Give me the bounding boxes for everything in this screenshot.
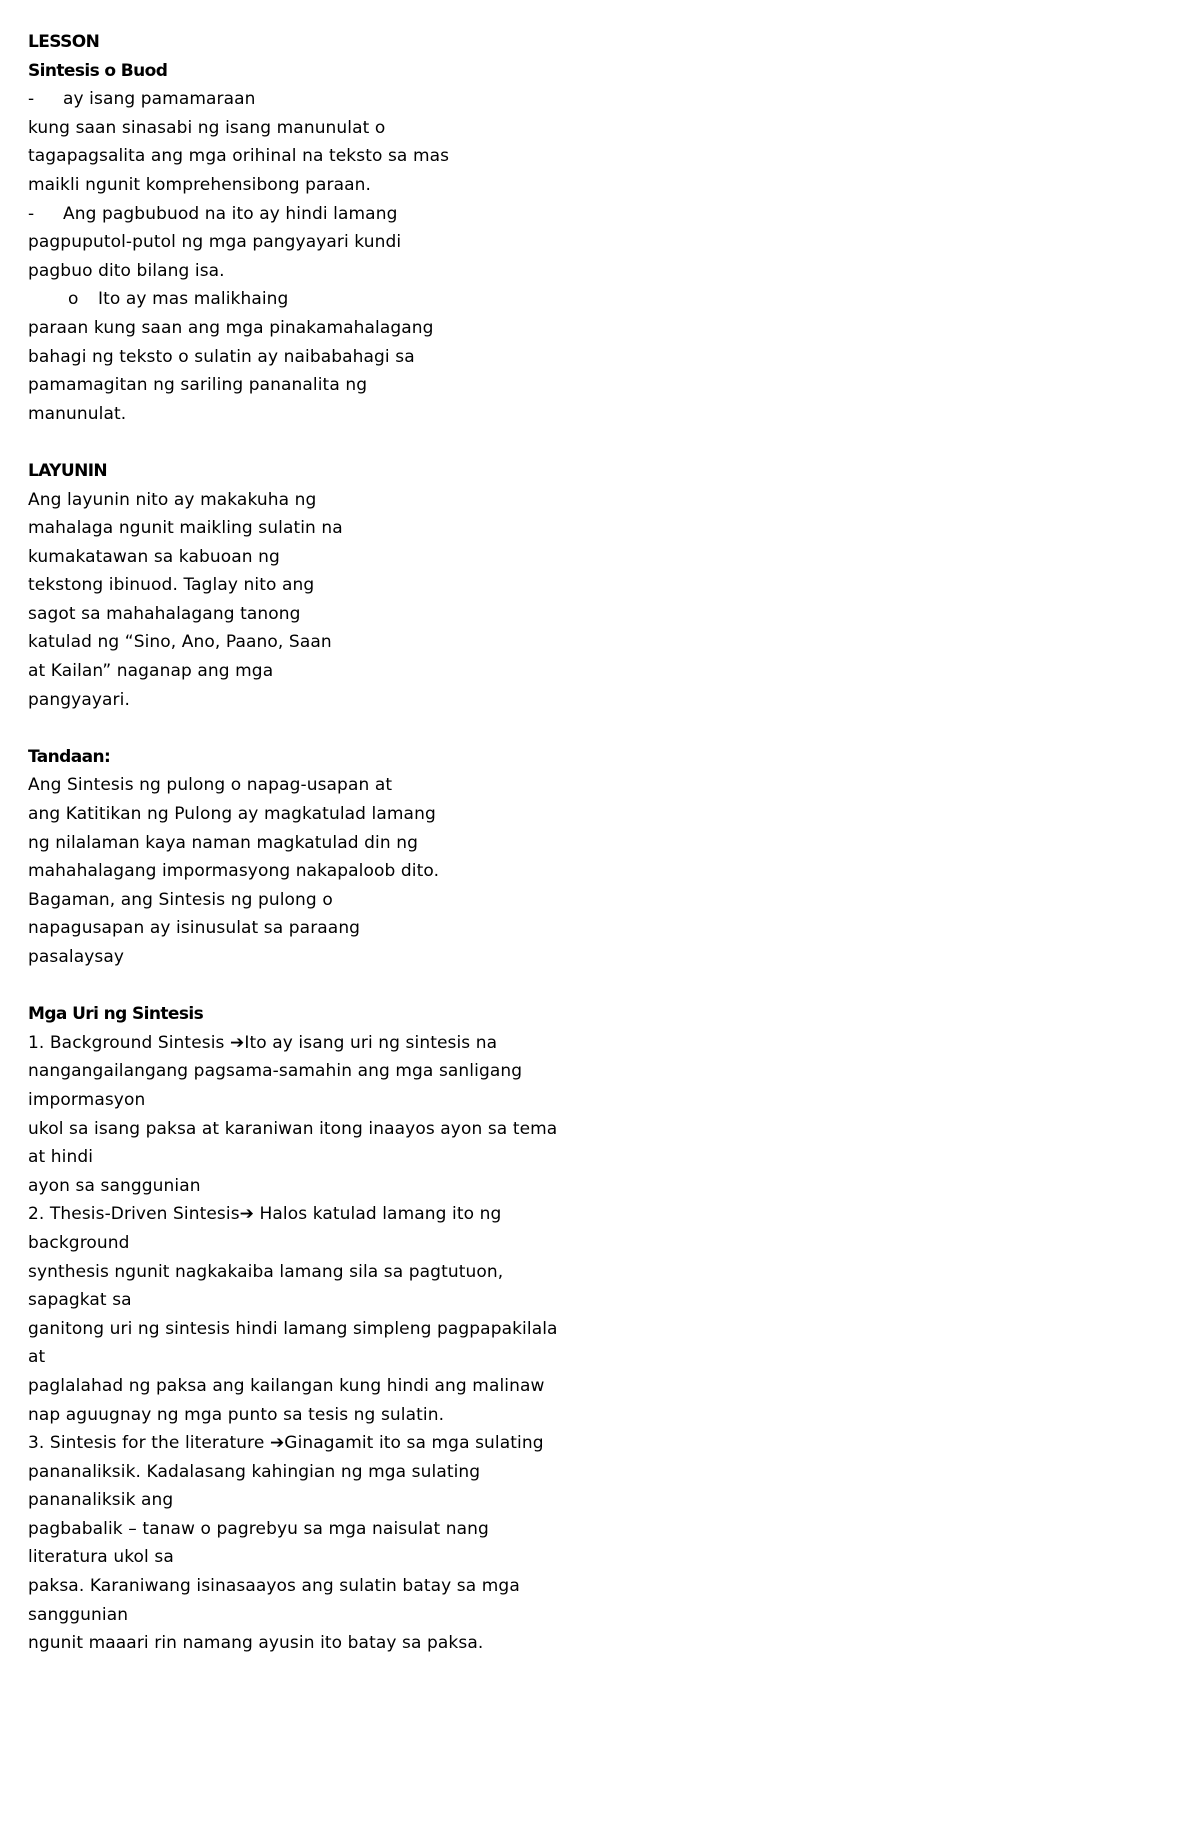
- uri-line: 1. Background Sintesis ➔Ito ay isang uri ng sintesis na: [28, 1032, 498, 1053]
- paragraph-line: maikli ngunit komprehensibong paraan.: [28, 174, 372, 195]
- spacer: [28, 972, 648, 1001]
- uri-line: impormasyon: [28, 1089, 146, 1110]
- layunin-line: tekstong ibinuod. Taglay nito ang: [28, 575, 315, 596]
- bullet-text: ay isang pamamaraan: [63, 89, 256, 110]
- bullet-circle: o: [68, 289, 79, 310]
- layunin-line: kumakatawan sa kabuoan ng: [28, 546, 280, 567]
- bullet-dash: -: [28, 203, 35, 224]
- uri-line: paksa. Karaniwang isinasaayos ang sulatin batay sa mga: [28, 1576, 520, 1597]
- uri-line: pananaliksik. Kadalasang kahingian ng mga sulating: [28, 1461, 481, 1482]
- layunin-line: mahalaga ngunit maikling sulatin na: [28, 518, 343, 539]
- bullet-line: [28, 85, 648, 114]
- layunin-heading: LAYUNIN: [28, 460, 108, 481]
- tandaan-line: ang Katitikan ng Pulong ay magkatulad lamang: [28, 804, 436, 825]
- uri-line: ayon sa sanggunian: [28, 1175, 201, 1196]
- lesson-label: LESSON: [28, 32, 100, 52]
- paragraph-line: pagbuo dito bilang isa.: [28, 260, 225, 281]
- uri-line: at: [28, 1347, 46, 1368]
- paragraph-line: manunulat.: [28, 403, 127, 424]
- layunin-line: pangyayari.: [28, 689, 130, 710]
- tandaan-heading: Tandaan:: [28, 746, 111, 767]
- tandaan-line: Ang Sintesis ng pulong o napag-usapan at: [28, 775, 393, 796]
- tandaan-line: Bagaman, ang Sintesis ng pulong o: [28, 889, 333, 910]
- uri-line: 2. Thesis-Driven Sintesis➔ Halos katulad lamang ito ng: [28, 1204, 502, 1225]
- bullet-dash: -: [28, 89, 35, 110]
- bullet-line: [28, 200, 648, 229]
- tandaan-line: mahahalagang impormasyong nakapaloob dito.: [28, 861, 440, 882]
- uri-line: ngunit maaari rin namang ayusin ito batay sa paksa.: [28, 1633, 484, 1654]
- uri-line: at hindi: [28, 1147, 94, 1168]
- layunin-line: katulad ng “Sino, Ano, Paano, Saan: [28, 632, 332, 653]
- uri-line: 3. Sintesis for the literature ➔Ginagamit ito sa mga sulating: [28, 1433, 544, 1454]
- layunin-line: at Kailan” naganap ang mga: [28, 661, 274, 682]
- uri-heading: Mga Uri ng Sintesis: [28, 1004, 204, 1025]
- spacer: [28, 428, 648, 457]
- layunin-line: Ang layunin nito ay makakuha ng: [28, 489, 317, 510]
- paragraph-line: bahagi ng teksto o sulatin ay naibabahagi sa: [28, 346, 415, 367]
- paragraph-line: kung saan sinasabi ng isang manunulat o: [28, 117, 386, 138]
- uri-line: ganitong uri ng sintesis hindi lamang simpleng pagpapakilala: [28, 1318, 558, 1339]
- tandaan-line: ng nilalaman kaya naman magkatulad din ng: [28, 832, 418, 853]
- paragraph-line: pagpuputol-putol ng mga pangyayari kundi: [28, 232, 402, 253]
- sintesis-heading: Sintesis o Buod: [28, 60, 168, 81]
- uri-line: sanggunian: [28, 1604, 129, 1625]
- sub-bullet-line: [28, 285, 648, 314]
- uri-line: paglalahad ng paksa ang kailangan kung hindi ang malinaw: [28, 1375, 545, 1396]
- uri-line: ukol sa isang paksa at karaniwan itong inaayos ayon sa tema: [28, 1118, 558, 1139]
- spacer: [28, 714, 648, 743]
- layunin-line: sagot sa mahahalagang tanong: [28, 603, 301, 624]
- paragraph-line: paraan kung saan ang mga pinakamahalagang: [28, 317, 434, 338]
- uri-line: sapagkat sa: [28, 1290, 132, 1311]
- bullet-text: Ang pagbubuod na ito ay hindi lamang: [63, 203, 398, 224]
- uri-line: literatura ukol sa: [28, 1547, 174, 1568]
- uri-line: pananaliksik ang: [28, 1490, 174, 1511]
- uri-line: nangangailangang pagsama-samahin ang mga sanligang: [28, 1061, 523, 1082]
- document-body: [28, 28, 648, 1658]
- paragraph-line: pamamagitan ng sariling pananalita ng: [28, 375, 368, 396]
- uri-line: synthesis ngunit nagkakaiba lamang sila sa pagtutuon,: [28, 1261, 504, 1282]
- uri-line: pagbabalik – tanaw o pagrebyu sa mga naisulat nang: [28, 1518, 489, 1539]
- uri-line: nap aguugnay ng mga punto sa tesis ng sulatin.: [28, 1404, 445, 1425]
- bullet-text: Ito ay mas malikhaing: [98, 289, 289, 310]
- paragraph-line: tagapagsalita ang mga orihinal na teksto sa mas: [28, 146, 450, 167]
- uri-line: background: [28, 1232, 130, 1253]
- tandaan-line: napagusapan ay isinusulat sa paraang: [28, 918, 361, 939]
- tandaan-line: pasalaysay: [28, 947, 125, 967]
